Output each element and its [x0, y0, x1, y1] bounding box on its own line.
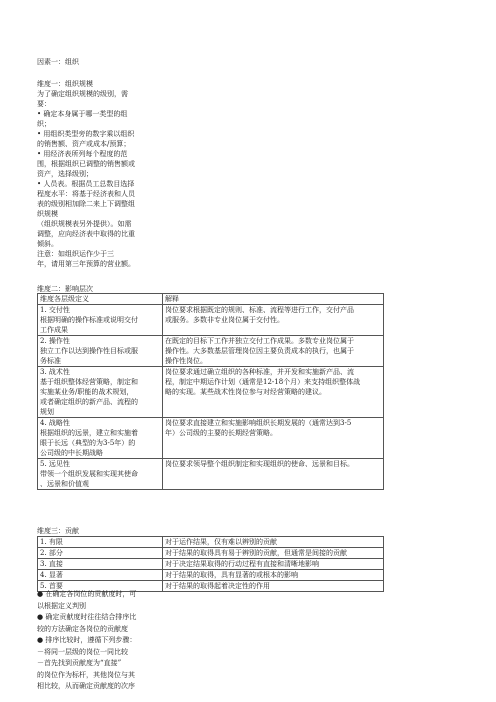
- scale-line: 为了确定组织规模的级别，需: [37, 90, 128, 98]
- level-cell: 3. 直接: [38, 559, 163, 570]
- table-row: [38, 305, 384, 336]
- level-cell: 3. 战术性 基于组织整体经营策略，制定和 实施某业务/职能的战术规划， 或者确定组织的新产品、流程的 规划: [38, 367, 163, 418]
- explanation-cell: 对于结果的取得，具有显著的或根本的影响: [163, 570, 384, 581]
- level-cell: 2. 部分: [38, 548, 163, 559]
- scale-line: 织；: [37, 120, 51, 128]
- explanation-cell: 对于运作结果，仅有难以辨别的贡献: [163, 537, 384, 548]
- scale-line: 倾斜。: [37, 240, 58, 248]
- level-cell: 1. 有限: [38, 537, 163, 548]
- table-header-cell: 解释: [163, 294, 384, 305]
- factor-title: 因素一：组织: [37, 58, 79, 66]
- table-header-row: [38, 294, 384, 305]
- scale-line: • 人员表。根据员工总数目选择: [37, 180, 135, 188]
- note-line: 较的方法确定各岗位的贡献度: [37, 624, 128, 633]
- table-row: [38, 336, 384, 367]
- level-cell: 5. 远见性 带领一个组织发展和实现其使命 、远景和价值观: [38, 459, 163, 490]
- scale-line: 年，请用第三年预算的营业额。: [37, 260, 135, 268]
- scale-line: • 用组织类型旁的数字乘以组织: [37, 130, 135, 138]
- explanation-cell: 岗位要求根据既定的规则、标准、流程等进行工作，交付产品 或服务。多数非专业岗位属于交付性。: [163, 305, 384, 336]
- scale-description: [37, 89, 161, 269]
- level-cell: 2. 操作性 独立工作以达到操作性目标或服 务标准: [38, 336, 163, 367]
- scale-line: 程度水平：将基于经济表和人员: [37, 190, 135, 198]
- level-cell: 1. 交付性 根据明确的操作标准或说明交付 工作成果: [38, 305, 163, 336]
- impact-table: [37, 293, 384, 490]
- note-line: 相比较，从而确定贡献度的次序: [37, 682, 135, 690]
- table-header-cell: 维度各层级定义: [38, 294, 163, 305]
- table-row: [38, 459, 384, 490]
- explanation-cell: 在既定的目标下工作并独立交付工作成果。多数专业岗位属于 操作性。大多数基层管理岗位因主要负责成本的执行，也属于 操作性岗位。: [163, 336, 384, 367]
- contribution-table: [37, 536, 384, 592]
- scale-line: 织规模: [37, 210, 58, 218]
- note-line: －首先找到贡献度为“直接”: [37, 659, 122, 667]
- scale-line: （组织规模表另外提供）。如需: [37, 220, 132, 228]
- scale-line: 要：: [37, 100, 51, 108]
- table-row: [38, 548, 384, 559]
- scale-line: 的销售额、资产或成本/预算；: [37, 140, 131, 148]
- explanation-cell: 对于结果的取得起着决定性的作用: [163, 581, 384, 592]
- explanation-cell: 岗位要求直接建立和实施影响组织长期发展的（通常达到3-5 年）公司级的主要的长期经营策略。: [163, 418, 384, 459]
- note-line: －将同一层级的岗位一同比较: [37, 647, 128, 656]
- level-cell: 4. 显著: [38, 570, 163, 581]
- level-cell: 5. 首要: [38, 581, 163, 592]
- scale-line: 围，根据组织已调整的销售额或: [37, 160, 135, 168]
- scale-line: 调整，应向经济表中取得的比重: [37, 230, 135, 238]
- explanation-cell: 岗位要求领导整个组织制定和实现组织的使命、远景和目标。: [163, 459, 384, 490]
- level-cell: 4. 战略性 根据组织的远景，建立和实施着 眼于长远（典型的为3-5年）的 公司级的中长期战略: [38, 418, 163, 459]
- scale-line: 资产，选择级别；: [37, 170, 93, 178]
- scale-line: 注意：如组织运作少于三: [37, 250, 114, 258]
- impact-heading: 维度二：影响层次: [37, 285, 93, 293]
- explanation-cell: 对于结果的取得具有易于辨别的贡献，但通常是间接的贡献: [163, 548, 384, 559]
- note-line: 以根据定义判别: [37, 601, 86, 610]
- scale-heading: 维度一：组织规模: [37, 80, 93, 88]
- explanation-cell: 岗位要求通过确立组织的各种标准，并开发和实施新产品、流 程，制定中期运作计划（通常是12-18个月）来支持组织整体战 略的实现。某些战术性岗位参与对经营策略的建议。: [163, 367, 384, 418]
- contribution-notes: [37, 589, 161, 693]
- scale-line: • 用经济表所列每个程度的范: [37, 150, 128, 158]
- scale-line: • 确定本身属于哪一类型的组: [37, 110, 128, 118]
- contribution-heading: 维度三：贡献: [37, 527, 79, 535]
- scale-line: 表的级别相加除二来上下调整组: [37, 200, 135, 208]
- note-line: 的岗位作为标杆，其他岗位与其: [37, 670, 135, 679]
- table-row: [38, 570, 384, 581]
- note-line: ● 在确定各岗位的贡献度时，可: [37, 590, 137, 598]
- table-row: [38, 418, 384, 459]
- note-line: ● 确定贡献度时往往结合排序比: [37, 613, 137, 621]
- table-row: [38, 367, 384, 418]
- explanation-cell: 对于决定结果取得的行动过程有直接和清晰地影响: [163, 559, 384, 570]
- table-row: [38, 537, 384, 548]
- table-row: [38, 559, 384, 570]
- note-line: ● 排序比较时，遵循下列步骤：: [37, 636, 137, 644]
